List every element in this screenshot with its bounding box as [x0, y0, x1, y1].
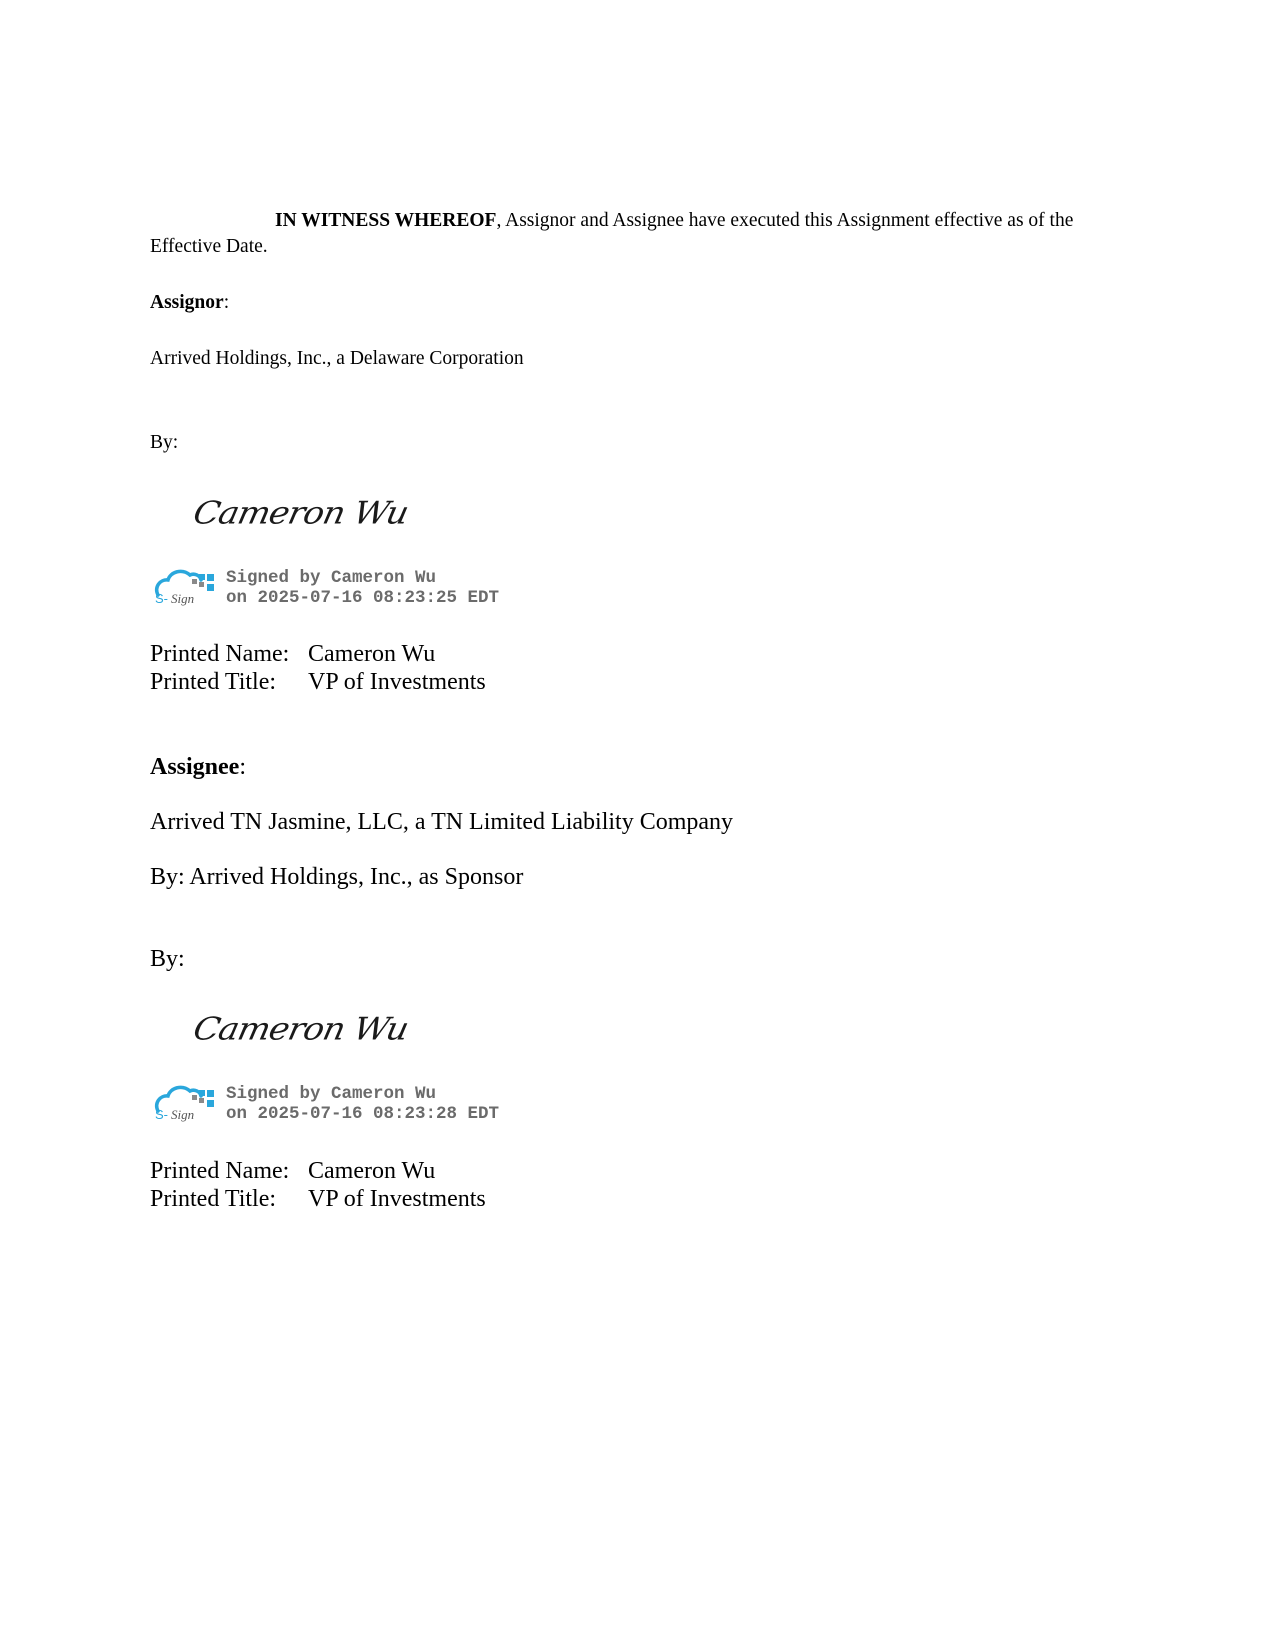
svg-text:S-: S- [155, 591, 168, 606]
assignor-printed-name: Cameron Wu [308, 641, 436, 667]
assignee-printed-name-row [150, 1157, 435, 1185]
svg-text:Sign: Sign [171, 1107, 195, 1122]
witness-text: , Assignor and Assignee have executed this Assignment effective as of the Effective Date. [150, 210, 1074, 257]
assignee-sponsor-line: By: Arrived Holdings, Inc., as Sponsor [150, 864, 524, 890]
printed-name-label: Printed Name: [150, 1158, 290, 1184]
assignee-heading: Assignee: [150, 754, 247, 780]
assignor-printed-name-row [150, 640, 435, 668]
witness-paragraph [150, 208, 1125, 260]
printed-title-label: Printed Title: [150, 1186, 277, 1212]
svg-text:S-: S- [155, 1107, 168, 1122]
assignor-stamp-line2: on 2025-07-16 08:23:25 EDT [226, 588, 500, 608]
assignor-sign-stamp [152, 565, 218, 612]
assignee-printed-title: VP of Investments [308, 1186, 486, 1212]
assignor-heading: Assignor: [150, 292, 230, 313]
assignor-stamp-text [226, 568, 499, 608]
assignor-signature: Cameron Wu [190, 495, 412, 532]
assignor-entity: Arrived Holdings, Inc., a Delaware Corporation [150, 348, 524, 369]
assignee-signature: Cameron Wu [190, 1011, 412, 1048]
svg-text:Sign: Sign [171, 591, 195, 606]
assignee-stamp-line2: on 2025-07-16 08:23:28 EDT [226, 1104, 500, 1124]
assignor-stamp-line1: Signed by Cameron Wu [226, 568, 437, 588]
assignee-printed-name: Cameron Wu [308, 1158, 436, 1184]
printed-name-label: Printed Name: [150, 641, 290, 667]
assignee-entity: Arrived TN Jasmine, LLC, a TN Limited Liability Company [150, 809, 734, 835]
assignor-printed-title-row [150, 668, 486, 696]
assignor-printed-title: VP of Investments [308, 669, 486, 695]
s-sign-logo-icon [152, 565, 218, 607]
assignee-stamp-text [226, 1084, 499, 1124]
s-sign-logo-icon [152, 1081, 218, 1123]
assignee-printed-title-row [150, 1185, 486, 1213]
printed-title-label: Printed Title: [150, 669, 277, 695]
witness-lead: IN WITNESS WHEREOF [275, 210, 497, 231]
assignee-by-label: By: [150, 946, 185, 972]
assignee-sign-stamp [152, 1081, 218, 1128]
assignor-by-label: By: [150, 432, 179, 453]
assignee-stamp-line1: Signed by Cameron Wu [226, 1084, 437, 1104]
